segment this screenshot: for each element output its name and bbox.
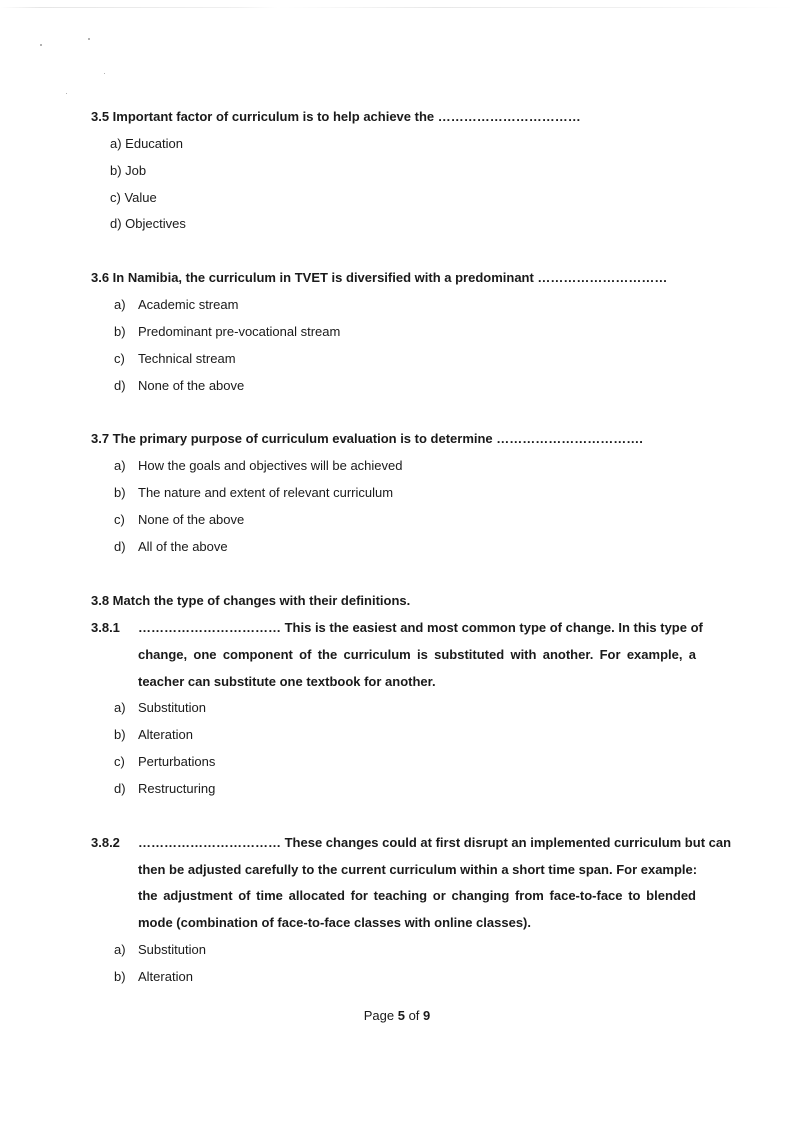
question-3-7-option-d: d) All of the above xyxy=(114,539,228,554)
question-3-6-option-b: b) Predominant pre-vocational stream xyxy=(114,324,341,339)
question-3-8-2-line-1: …………………………… These changes could at first disrupt an implemented curriculum but can xyxy=(138,835,732,850)
page-of-label: of xyxy=(408,1008,420,1023)
question-3-5-option-a: a) Education xyxy=(110,136,183,151)
question-3-8-1-number: 3.8.1 xyxy=(91,620,120,635)
page-label: Page xyxy=(363,1008,395,1023)
question-3-8-1-option-a: a) Substitution xyxy=(114,700,206,715)
question-3-8-1-line-2: change, one component of the curriculum is substituted with another. For example, a xyxy=(138,647,696,662)
question-3-5-option-c: c) Value xyxy=(110,190,157,205)
question-3-8-2-number: 3.8.2 xyxy=(91,835,120,850)
scan-artifact-line xyxy=(0,7,794,8)
question-3-8-2-line-4: mode (combination of face-to-face classes with online classes). xyxy=(138,915,531,930)
scan-speck xyxy=(66,93,67,94)
question-3-7-option-b: b) The nature and extent of relevant curriculum xyxy=(114,485,394,500)
scan-speck xyxy=(104,73,105,74)
question-3-8-1-option-b: b) Alteration xyxy=(114,727,193,742)
question-3-6-option-d: d) None of the above xyxy=(114,378,245,393)
question-3-8-stem: 3.8 Match the type of changes with their definitions. xyxy=(91,593,411,608)
question-3-8-1-option-c: c) Perturbations xyxy=(114,754,216,769)
current-page-number: 5 xyxy=(397,1008,405,1023)
question-3-6-option-a: a) Academic stream xyxy=(114,297,239,312)
question-3-8-2-option-b: b) Alteration xyxy=(114,969,193,984)
page-number-footer xyxy=(0,1008,794,1023)
question-3-7-option-c: c) None of the above xyxy=(114,512,245,527)
question-3-8-2-line-3: the adjustment of time allocated for teaching or changing from face-to-face to blended xyxy=(138,888,696,903)
scan-speck xyxy=(88,38,90,40)
question-3-7-option-a: a) How the goals and objectives will be achieved xyxy=(114,458,403,473)
total-pages-number: 9 xyxy=(423,1008,431,1023)
question-3-8-1-line-3: teacher can substitute one textbook for another. xyxy=(138,674,436,689)
question-3-6-option-c: c) Technical stream xyxy=(114,351,236,366)
question-3-5-option-b: b) Job xyxy=(110,163,147,178)
question-3-6-stem: 3.6 In Namibia, the curriculum in TVET is diversified with a predominant ………………………… xyxy=(91,270,668,285)
question-3-5-option-d: d) Objectives xyxy=(110,216,186,231)
question-3-8-1-option-d: d) Restructuring xyxy=(114,781,216,796)
question-3-7-stem: 3.7 The primary purpose of curriculum evaluation is to determine ……………………………. xyxy=(91,431,643,446)
question-3-8-2-line-2: then be adjusted carefully to the current curriculum within a short time span. For example: xyxy=(138,862,698,877)
question-3-5-stem: 3.5 Important factor of curriculum is to help achieve the …………………………… xyxy=(91,109,581,124)
question-3-8-1-line-1: …………………………… This is the easiest and most common type of change. In this type of xyxy=(138,620,703,635)
scan-speck xyxy=(40,44,42,46)
question-3-8-2-option-a: a) Substitution xyxy=(114,942,206,957)
